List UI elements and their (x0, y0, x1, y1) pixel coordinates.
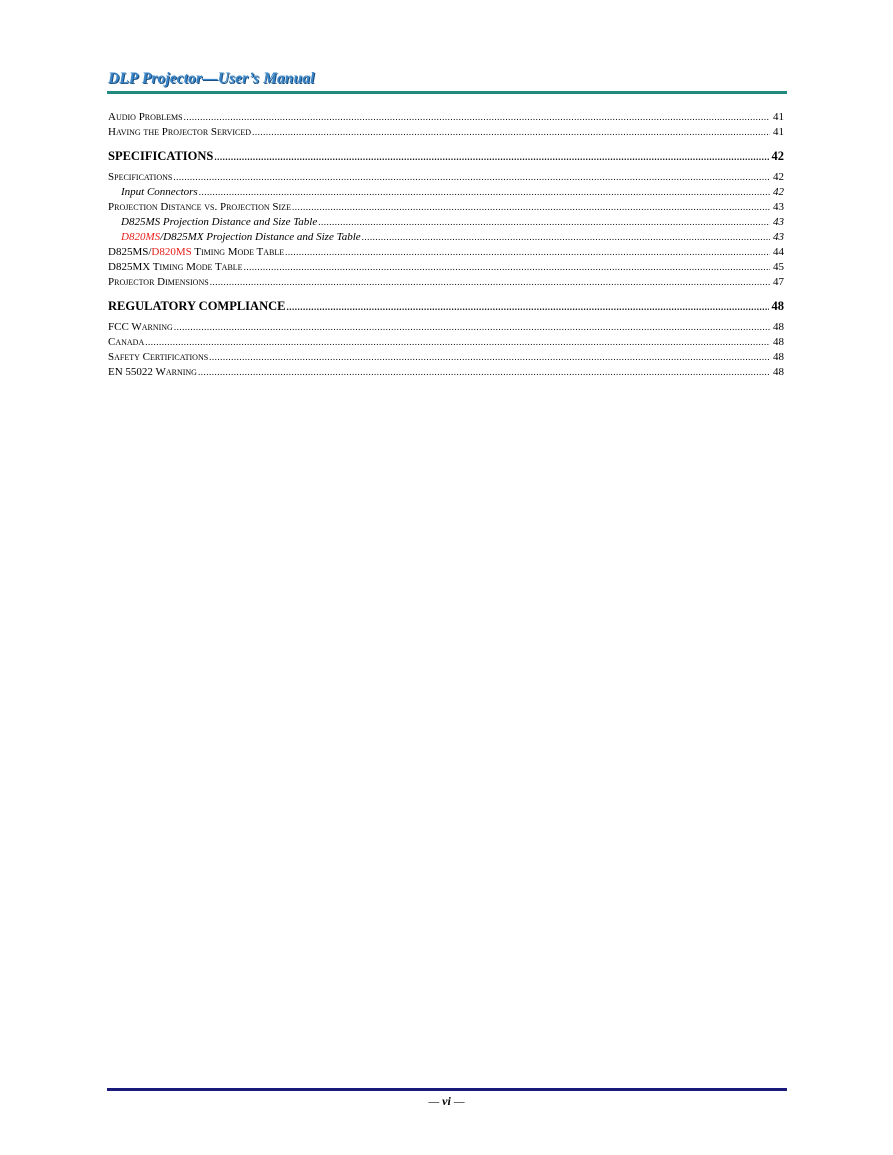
toc-entry-title: Specifications (108, 171, 173, 183)
toc-entry-title: Canada (108, 336, 145, 348)
toc-entry-d820ms-d825mx-table[interactable] (108, 230, 784, 245)
dot-leader (173, 170, 770, 185)
toc-entry-title (108, 245, 284, 260)
toc-entry-title: Safety Certifications (108, 351, 209, 363)
toc-entry-canada[interactable] (108, 335, 784, 350)
dot-leader (209, 350, 770, 365)
toc-entry-specifications[interactable] (108, 170, 784, 185)
dot-leader (198, 365, 770, 380)
toc-entry-page: 43 (773, 231, 784, 243)
toc-entry-input-connectors[interactable] (108, 185, 784, 200)
toc-entry-en55022-warning[interactable] (108, 365, 784, 380)
toc-chapter-specifications[interactable] (108, 147, 784, 165)
toc-entry-title-part: Timing Mode Table (191, 246, 285, 258)
dot-leader (292, 200, 770, 215)
toc-entry-page: 47 (773, 276, 784, 288)
page-number-dash-right: — (450, 1094, 465, 1108)
toc-entry-title: Projection Distance vs. Projection Size (108, 201, 291, 213)
toc-entry-page: 48 (773, 321, 784, 333)
table-of-contents (108, 110, 784, 380)
page-number (0, 1094, 893, 1109)
dot-leader (286, 298, 768, 315)
dot-leader (362, 230, 770, 245)
dot-leader (318, 215, 770, 230)
dot-leader (214, 148, 768, 165)
toc-entry-title: Having the Projector Serviced (108, 126, 252, 138)
toc-chapter-title: SPECIFICATIONS (108, 149, 214, 163)
toc-entry-title: Audio Problems (108, 111, 183, 123)
toc-entry-title: Projector Dimensions (108, 276, 209, 288)
toc-entry-page: 44 (773, 246, 784, 258)
manual-title: DLP Projector—User’s Manual (108, 70, 315, 87)
page-number-value: vi (442, 1094, 451, 1108)
toc-entry-page: 45 (773, 261, 784, 273)
page-number-dash-left: — (428, 1094, 443, 1108)
dot-leader (210, 275, 770, 290)
highlighted-model: D820MS (151, 246, 192, 258)
toc-entry-d825ms-timing[interactable] (108, 245, 784, 260)
toc-entry-title-part: D825MS/ (108, 246, 152, 258)
toc-entry-page: 48 (773, 366, 784, 378)
toc-entry-page: 48 (773, 351, 784, 363)
dot-leader (252, 125, 770, 140)
toc-entry-page: 43 (773, 201, 784, 213)
toc-entry-page: 42 (773, 186, 784, 198)
toc-entry-title: EN 55022 Warning (108, 366, 197, 378)
dot-leader (184, 110, 770, 125)
toc-entry-title: D825MX Timing Mode Table (108, 261, 243, 273)
dot-leader (174, 320, 770, 335)
toc-entry-audio-problems[interactable] (108, 110, 784, 125)
toc-entry-page: 48 (773, 336, 784, 348)
toc-entry-d825mx-timing[interactable] (108, 260, 784, 275)
toc-entry-projector-dimensions[interactable] (108, 275, 784, 290)
toc-chapter-title: REGULATORY COMPLIANCE (108, 299, 286, 313)
toc-entry-page: 41 (773, 111, 784, 123)
toc-entry-title: Input Connectors (121, 186, 198, 198)
toc-chapter-regulatory[interactable] (108, 297, 784, 315)
toc-entry-fcc-warning[interactable] (108, 320, 784, 335)
toc-entry-safety-certifications[interactable] (108, 350, 784, 365)
toc-entry-having-serviced[interactable] (108, 125, 784, 140)
dot-leader (285, 245, 770, 260)
toc-entry-title-rest: /D825MX Projection Distance and Size Table (160, 231, 361, 243)
dot-leader (145, 335, 770, 350)
toc-chapter-page: 42 (771, 149, 784, 163)
toc-entry-page: 43 (773, 216, 784, 228)
header-divider (107, 91, 787, 94)
toc-chapter-page: 48 (771, 299, 784, 313)
toc-entry-title: FCC Warning (108, 321, 173, 333)
toc-entry-d825ms-table[interactable] (108, 215, 784, 230)
toc-entry-page: 42 (773, 171, 784, 183)
highlighted-model: D820MS (121, 231, 161, 243)
toc-entry-title: D825MS Projection Distance and Size Table (121, 216, 318, 228)
footer-divider (107, 1088, 787, 1091)
toc-entry-title (121, 230, 361, 245)
dot-leader (244, 260, 770, 275)
toc-entry-projection-distance[interactable] (108, 200, 784, 215)
dot-leader (199, 185, 770, 200)
toc-entry-page: 41 (773, 126, 784, 138)
